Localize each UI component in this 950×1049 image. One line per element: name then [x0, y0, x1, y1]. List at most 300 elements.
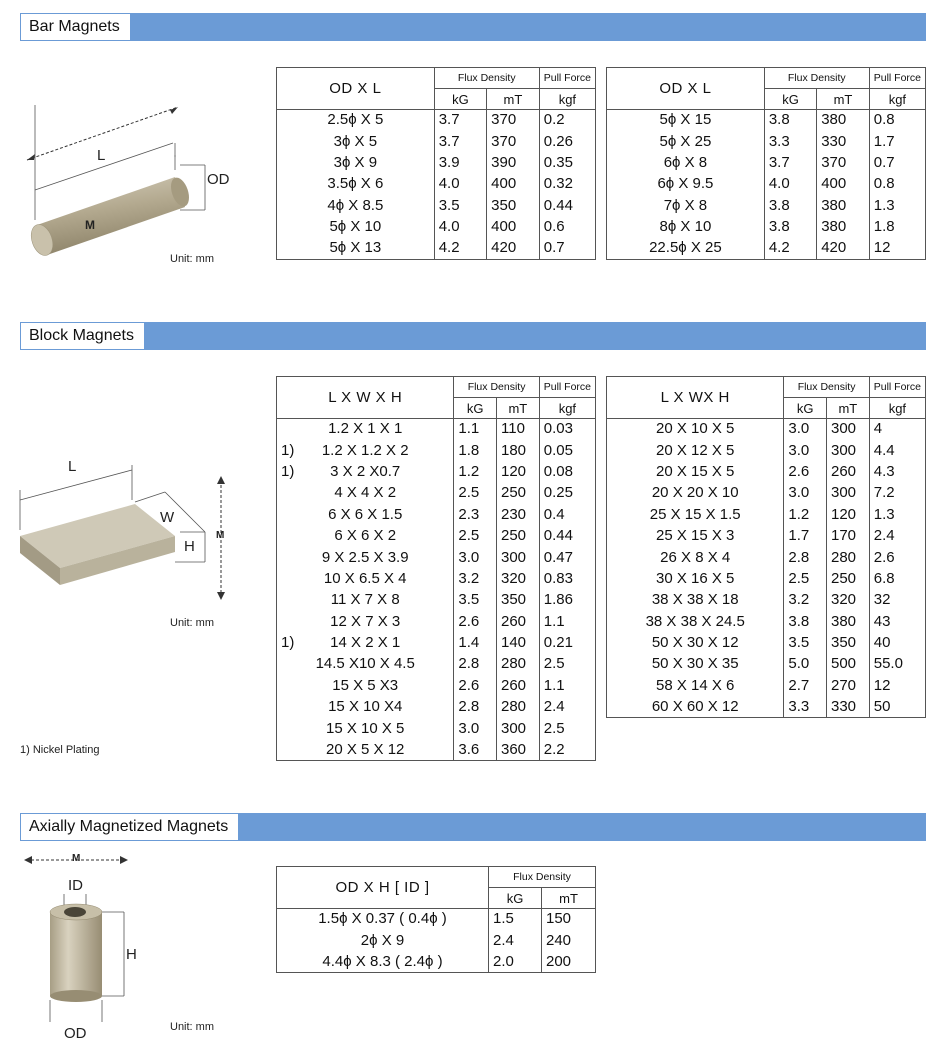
- mt-value: 300: [497, 718, 540, 739]
- header-mt: mT: [542, 888, 596, 909]
- size-cell: 5ϕ X 15: [607, 110, 765, 131]
- mt-value: 380: [827, 611, 870, 632]
- size-cell: 20 X 10 X 5: [607, 419, 784, 440]
- kgf-value: 0.44: [539, 195, 595, 216]
- size-cell: 8ϕ X 10: [607, 216, 765, 237]
- header-pull-force: Pull Force: [539, 377, 595, 398]
- kgf-value: 0.25: [539, 483, 595, 504]
- header-pull-force: Pull Force: [869, 68, 925, 89]
- kgf-value: 4: [869, 419, 925, 440]
- kgf-value: 7.2: [869, 483, 925, 504]
- size-cell: [277, 697, 454, 718]
- kg-value: 2.6: [454, 611, 497, 632]
- header-pull-force: Pull Force: [869, 377, 925, 398]
- kgf-value: 12: [869, 238, 925, 259]
- size-value: 1.2 X 1 X 1: [328, 420, 403, 438]
- kgf-value: 1.3: [869, 504, 925, 525]
- mt-value: 400: [817, 174, 870, 195]
- table-row: [607, 483, 926, 504]
- kg-value: 2.5: [454, 483, 497, 504]
- kgf-value: 12: [869, 675, 925, 696]
- kgf-value: 1.3: [869, 195, 925, 216]
- kg-value: 1.4: [454, 632, 497, 653]
- size-value: 12 X 7 X 3: [330, 612, 401, 630]
- unit-label: Unit: mm: [170, 617, 214, 629]
- header-dimension: OD X L: [277, 68, 435, 110]
- kg-value: 3.8: [784, 611, 827, 632]
- table-row: [607, 547, 926, 568]
- mt-value: 170: [827, 525, 870, 546]
- size-cell: 22.5ϕ X 25: [607, 238, 765, 259]
- size-cell: 6ϕ X 9.5: [607, 174, 765, 195]
- mt-value: 300: [827, 440, 870, 461]
- size-value: 15 X 10 X4: [328, 698, 403, 716]
- table-row: [277, 697, 596, 718]
- mt-value: 420: [487, 238, 540, 259]
- mt-value: 400: [487, 174, 540, 195]
- mt-value: 250: [497, 483, 540, 504]
- size-cell: [277, 461, 454, 482]
- size-cell: 50 X 30 X 12: [607, 632, 784, 653]
- section-title: Block Magnets: [20, 322, 145, 350]
- mt-value: 280: [497, 697, 540, 718]
- size-cell: 30 X 16 X 5: [607, 568, 784, 589]
- mt-value: 150: [542, 909, 596, 930]
- mt-value: 180: [497, 440, 540, 461]
- header-dimension: OD X H [ ID ]: [277, 867, 489, 909]
- block-magnets-table-left: [276, 376, 596, 761]
- kgf-value: 2.4: [539, 697, 595, 718]
- mt-value: 300: [497, 547, 540, 568]
- footnote-nickel-plating: 1) Nickel Plating: [20, 744, 100, 756]
- mt-value: 380: [817, 216, 870, 237]
- unit-label: Unit: mm: [170, 253, 214, 265]
- kg-value: 3.0: [454, 547, 497, 568]
- size-cell: [277, 718, 454, 739]
- size-cell: [277, 504, 454, 525]
- size-cell: 1.5ϕ X 0.37 ( 0.4ϕ ): [277, 909, 489, 930]
- mt-value: 110: [497, 419, 540, 440]
- table-row: [607, 611, 926, 632]
- mt-value: 400: [487, 216, 540, 237]
- mt-value: 370: [487, 110, 540, 131]
- size-cell: [277, 525, 454, 546]
- size-value: 10 X 6.5 X 4: [323, 569, 407, 587]
- kg-value: 1.8: [454, 440, 497, 461]
- section-header-bar: [20, 13, 926, 41]
- table-row: [277, 951, 596, 972]
- size-value: 15 X 10 X 5: [326, 719, 405, 737]
- kg-value: 1.5: [489, 909, 542, 930]
- kg-value: 3.7: [434, 110, 486, 131]
- size-cell: 38 X 38 X 24.5: [607, 611, 784, 632]
- dimension-label-l: L: [97, 147, 106, 164]
- header-kgf: kgf: [869, 89, 925, 110]
- size-cell: 3.5ϕ X 6: [277, 174, 435, 195]
- table-row: [277, 152, 596, 173]
- table-row: [607, 110, 926, 131]
- kg-value: 2.0: [489, 951, 542, 972]
- mt-value: 270: [827, 675, 870, 696]
- size-cell: [277, 440, 454, 461]
- kg-value: 1.7: [784, 525, 827, 546]
- size-cell: 50 X 30 X 35: [607, 654, 784, 675]
- mt-value: 260: [497, 611, 540, 632]
- kgf-value: 1.1: [539, 611, 595, 632]
- table-row: [607, 590, 926, 611]
- table-row: [277, 525, 596, 546]
- size-cell: [277, 675, 454, 696]
- block-magnets-table-right: [606, 376, 926, 718]
- mt-value: 390: [487, 152, 540, 173]
- header-kg: kG: [764, 89, 816, 110]
- size-cell: [277, 632, 454, 653]
- table-row: [607, 216, 926, 237]
- size-cell: [277, 590, 454, 611]
- header-mt: mT: [497, 398, 540, 419]
- kg-value: 3.0: [784, 419, 827, 440]
- dimension-label-od: OD: [64, 1025, 87, 1042]
- table-row: [277, 675, 596, 696]
- mt-value: 260: [497, 675, 540, 696]
- table-row: [607, 195, 926, 216]
- kgf-value: 2.5: [539, 718, 595, 739]
- note-marker: 1): [281, 441, 295, 459]
- table-row: [607, 131, 926, 152]
- table-row: [277, 131, 596, 152]
- dimension-label-w: W: [160, 509, 175, 526]
- bar-magnets-table-right: [606, 67, 926, 260]
- mt-value: 350: [497, 590, 540, 611]
- size-cell: 2ϕ X 9: [277, 930, 489, 951]
- size-cell: [277, 419, 454, 440]
- kg-value: 3.0: [454, 718, 497, 739]
- header-kg: kG: [489, 888, 542, 909]
- header-flux-density: Flux Density: [434, 68, 539, 89]
- kg-value: 3.0: [784, 440, 827, 461]
- kgf-value: 1.86: [539, 590, 595, 611]
- table-row: [607, 697, 926, 718]
- kg-value: 2.8: [454, 697, 497, 718]
- header-mt: mT: [827, 398, 870, 419]
- header-mt: mT: [817, 89, 870, 110]
- kg-value: 1.2: [784, 504, 827, 525]
- table-row: [607, 152, 926, 173]
- note-marker: 1): [281, 462, 295, 480]
- kg-value: 1.2: [454, 461, 497, 482]
- size-value: 1.2 X 1.2 X 2: [321, 441, 409, 459]
- kg-value: 3.5: [784, 632, 827, 653]
- mt-value: 250: [497, 525, 540, 546]
- size-cell: [277, 568, 454, 589]
- mt-value: 250: [827, 568, 870, 589]
- bar-magnets-table-left: [276, 67, 596, 260]
- mt-value: 330: [827, 697, 870, 718]
- table-row: [607, 654, 926, 675]
- table-row: [607, 675, 926, 696]
- table-row: [607, 504, 926, 525]
- table-row: [277, 930, 596, 951]
- size-cell: 38 X 38 X 18: [607, 590, 784, 611]
- header-kg: kG: [434, 89, 486, 110]
- kg-value: 3.7: [764, 152, 816, 173]
- table-row: [277, 483, 596, 504]
- header-kg: kG: [454, 398, 497, 419]
- mt-value: 240: [542, 930, 596, 951]
- header-flux-density: Flux Density: [764, 68, 869, 89]
- kgf-value: 32: [869, 590, 925, 611]
- table-row: [277, 654, 596, 675]
- kgf-value: 0.7: [539, 238, 595, 259]
- section-title: Axially Magnetized Magnets: [20, 813, 239, 841]
- kg-value: 4.0: [434, 216, 486, 237]
- kgf-value: 0.05: [539, 440, 595, 461]
- size-cell: 25 X 15 X 1.5: [607, 504, 784, 525]
- kg-value: 3.7: [434, 131, 486, 152]
- size-cell: 3ϕ X 9: [277, 152, 435, 173]
- table-row: [277, 568, 596, 589]
- header-flux-density: Flux Density: [454, 377, 539, 398]
- size-cell: [277, 547, 454, 568]
- size-value: 4 X 4 X 2: [334, 484, 397, 502]
- kgf-value: 1.7: [869, 131, 925, 152]
- mt-value: 260: [827, 461, 870, 482]
- mt-value: 360: [497, 739, 540, 760]
- kg-value: 2.8: [784, 547, 827, 568]
- mt-value: 330: [817, 131, 870, 152]
- kgf-value: 1.1: [539, 675, 595, 696]
- kg-value: 3.2: [454, 568, 497, 589]
- kgf-value: 2.2: [539, 739, 595, 760]
- size-cell: 5ϕ X 13: [277, 238, 435, 259]
- size-cell: 3ϕ X 5: [277, 131, 435, 152]
- header-flux-density: Flux Density: [784, 377, 869, 398]
- kgf-value: 40: [869, 632, 925, 653]
- kg-value: 4.0: [434, 174, 486, 195]
- kg-value: 5.0: [784, 654, 827, 675]
- kgf-value: 0.6: [539, 216, 595, 237]
- table-row: [277, 718, 596, 739]
- kg-value: 2.5: [454, 525, 497, 546]
- kg-value: 2.7: [784, 675, 827, 696]
- size-value: 14.5 X10 X 4.5: [315, 655, 415, 673]
- size-cell: 5ϕ X 10: [277, 216, 435, 237]
- size-cell: 5ϕ X 25: [607, 131, 765, 152]
- kgf-value: 0.83: [539, 568, 595, 589]
- table-row: [607, 525, 926, 546]
- kg-value: 3.2: [784, 590, 827, 611]
- size-cell: 20 X 20 X 10: [607, 483, 784, 504]
- header-flux-density: Flux Density: [489, 867, 596, 888]
- size-cell: 4ϕ X 8.5: [277, 195, 435, 216]
- kgf-value: 4.4: [869, 440, 925, 461]
- header-kgf: kgf: [869, 398, 925, 419]
- size-cell: 26 X 8 X 4: [607, 547, 784, 568]
- kgf-value: 0.8: [869, 110, 925, 131]
- mt-value: 280: [827, 547, 870, 568]
- table-row: [277, 547, 596, 568]
- dimension-label-id: ID: [68, 877, 83, 894]
- kg-value: 3.8: [764, 110, 816, 131]
- kg-value: 2.6: [454, 675, 497, 696]
- size-cell: [277, 483, 454, 504]
- section-header-axial: [20, 813, 926, 841]
- kg-value: 4.2: [764, 238, 816, 259]
- size-cell: [277, 739, 454, 760]
- table-row: [277, 590, 596, 611]
- unit-label: Unit: mm: [170, 1021, 214, 1033]
- mt-value: 280: [497, 654, 540, 675]
- dimension-label-l: L: [68, 458, 77, 475]
- kgf-value: 0.47: [539, 547, 595, 568]
- mt-value: 350: [827, 632, 870, 653]
- dimension-label-h: H: [126, 946, 137, 963]
- block-magnet-illustration: [15, 460, 250, 610]
- mt-value: 320: [827, 590, 870, 611]
- mt-value: 380: [817, 110, 870, 131]
- size-cell: [277, 611, 454, 632]
- mt-value: 420: [817, 238, 870, 259]
- axial-magnets-table: [276, 866, 596, 973]
- kgf-value: 0.21: [539, 632, 595, 653]
- kg-value: 2.5: [784, 568, 827, 589]
- size-cell: [277, 654, 454, 675]
- size-value: 20 X 5 X 12: [326, 740, 405, 758]
- mt-value: 320: [497, 568, 540, 589]
- kgf-value: 0.4: [539, 504, 595, 525]
- table-row: [277, 461, 596, 482]
- kgf-value: 0.44: [539, 525, 595, 546]
- kgf-value: 6.8: [869, 568, 925, 589]
- kgf-value: 43: [869, 611, 925, 632]
- table-row: [607, 238, 926, 259]
- section-header-block: [20, 322, 926, 350]
- size-value: 6 X 6 X 2: [334, 527, 397, 545]
- header-kg: kG: [784, 398, 827, 419]
- kg-value: 2.4: [489, 930, 542, 951]
- size-cell: 60 X 60 X 12: [607, 697, 784, 718]
- kgf-value: 55.0: [869, 654, 925, 675]
- size-cell: 7ϕ X 8: [607, 195, 765, 216]
- table-row: [277, 238, 596, 259]
- mt-value: 300: [827, 483, 870, 504]
- kg-value: 3.0: [784, 483, 827, 504]
- mt-value: 370: [817, 152, 870, 173]
- table-row: [277, 216, 596, 237]
- note-marker: 1): [281, 634, 295, 652]
- header-dimension: OD X L: [607, 68, 765, 110]
- kgf-value: 1.8: [869, 216, 925, 237]
- mt-value: 370: [487, 131, 540, 152]
- size-value: 3 X 2 X0.7: [330, 462, 401, 480]
- header-mt: mT: [487, 89, 540, 110]
- kg-value: 3.8: [764, 195, 816, 216]
- table-row: [277, 174, 596, 195]
- mt-value: 120: [497, 461, 540, 482]
- dimension-label-h: H: [184, 538, 195, 555]
- mt-value: 300: [827, 419, 870, 440]
- mt-value: 200: [542, 951, 596, 972]
- kg-value: 3.6: [454, 739, 497, 760]
- kg-value: 3.3: [764, 131, 816, 152]
- size-value: 6 X 6 X 1.5: [328, 505, 403, 523]
- table-row: [607, 419, 926, 440]
- header-kgf: kgf: [539, 398, 595, 419]
- kgf-value: 2.5: [539, 654, 595, 675]
- size-cell: 25 X 15 X 3: [607, 525, 784, 546]
- kgf-value: 0.8: [869, 174, 925, 195]
- kgf-value: 0.2: [539, 110, 595, 131]
- table-row: [277, 110, 596, 131]
- kgf-value: 0.26: [539, 131, 595, 152]
- table-row: [607, 568, 926, 589]
- header-pull-force: Pull Force: [539, 68, 595, 89]
- size-value: 9 X 2.5 X 3.9: [321, 548, 409, 566]
- table-row: [607, 461, 926, 482]
- table-row: [277, 632, 596, 653]
- table-row: [607, 632, 926, 653]
- size-cell: 58 X 14 X 6: [607, 675, 784, 696]
- table-row: [277, 611, 596, 632]
- kgf-value: 0.35: [539, 152, 595, 173]
- table-row: [277, 739, 596, 760]
- dimension-label-m: M: [72, 853, 81, 864]
- kg-value: 2.3: [454, 504, 497, 525]
- header-kgf: kgf: [539, 89, 595, 110]
- mt-value: 380: [817, 195, 870, 216]
- kg-value: 2.8: [454, 654, 497, 675]
- size-cell: 20 X 15 X 5: [607, 461, 784, 482]
- kg-value: 4.0: [764, 174, 816, 195]
- size-cell: 2.5ϕ X 5: [277, 110, 435, 131]
- kg-value: 3.8: [764, 216, 816, 237]
- table-row: [277, 440, 596, 461]
- kg-value: 3.5: [454, 590, 497, 611]
- table-row: [277, 504, 596, 525]
- table-row: [277, 909, 596, 930]
- table-row: [277, 419, 596, 440]
- kgf-value: 2.4: [869, 525, 925, 546]
- size-cell: 4.4ϕ X 8.3 ( 2.4ϕ ): [277, 951, 489, 972]
- header-dimension: L X WX H: [607, 377, 784, 419]
- kg-value: 1.1: [454, 419, 497, 440]
- kgf-value: 0.08: [539, 461, 595, 482]
- mt-value: 230: [497, 504, 540, 525]
- mt-value: 350: [487, 195, 540, 216]
- kgf-value: 50: [869, 697, 925, 718]
- size-cell: 6ϕ X 8: [607, 152, 765, 173]
- kg-value: 3.5: [434, 195, 486, 216]
- kgf-value: 2.6: [869, 547, 925, 568]
- section-title: Bar Magnets: [20, 13, 131, 41]
- mt-value: 120: [827, 504, 870, 525]
- dimension-label-od: OD: [207, 171, 230, 188]
- kgf-value: 0.32: [539, 174, 595, 195]
- kg-value: 4.2: [434, 238, 486, 259]
- size-value: 11 X 7 X 8: [330, 591, 400, 609]
- mt-value: 500: [827, 654, 870, 675]
- size-value: 15 X 5 X3: [332, 676, 399, 694]
- table-row: [277, 195, 596, 216]
- table-row: [607, 174, 926, 195]
- kgf-value: 4.3: [869, 461, 925, 482]
- size-cell: 20 X 12 X 5: [607, 440, 784, 461]
- kg-value: 3.3: [784, 697, 827, 718]
- kg-value: 3.9: [434, 152, 486, 173]
- header-dimension: L X W X H: [277, 377, 454, 419]
- mt-value: 140: [497, 632, 540, 653]
- dimension-label-m: M: [216, 530, 225, 541]
